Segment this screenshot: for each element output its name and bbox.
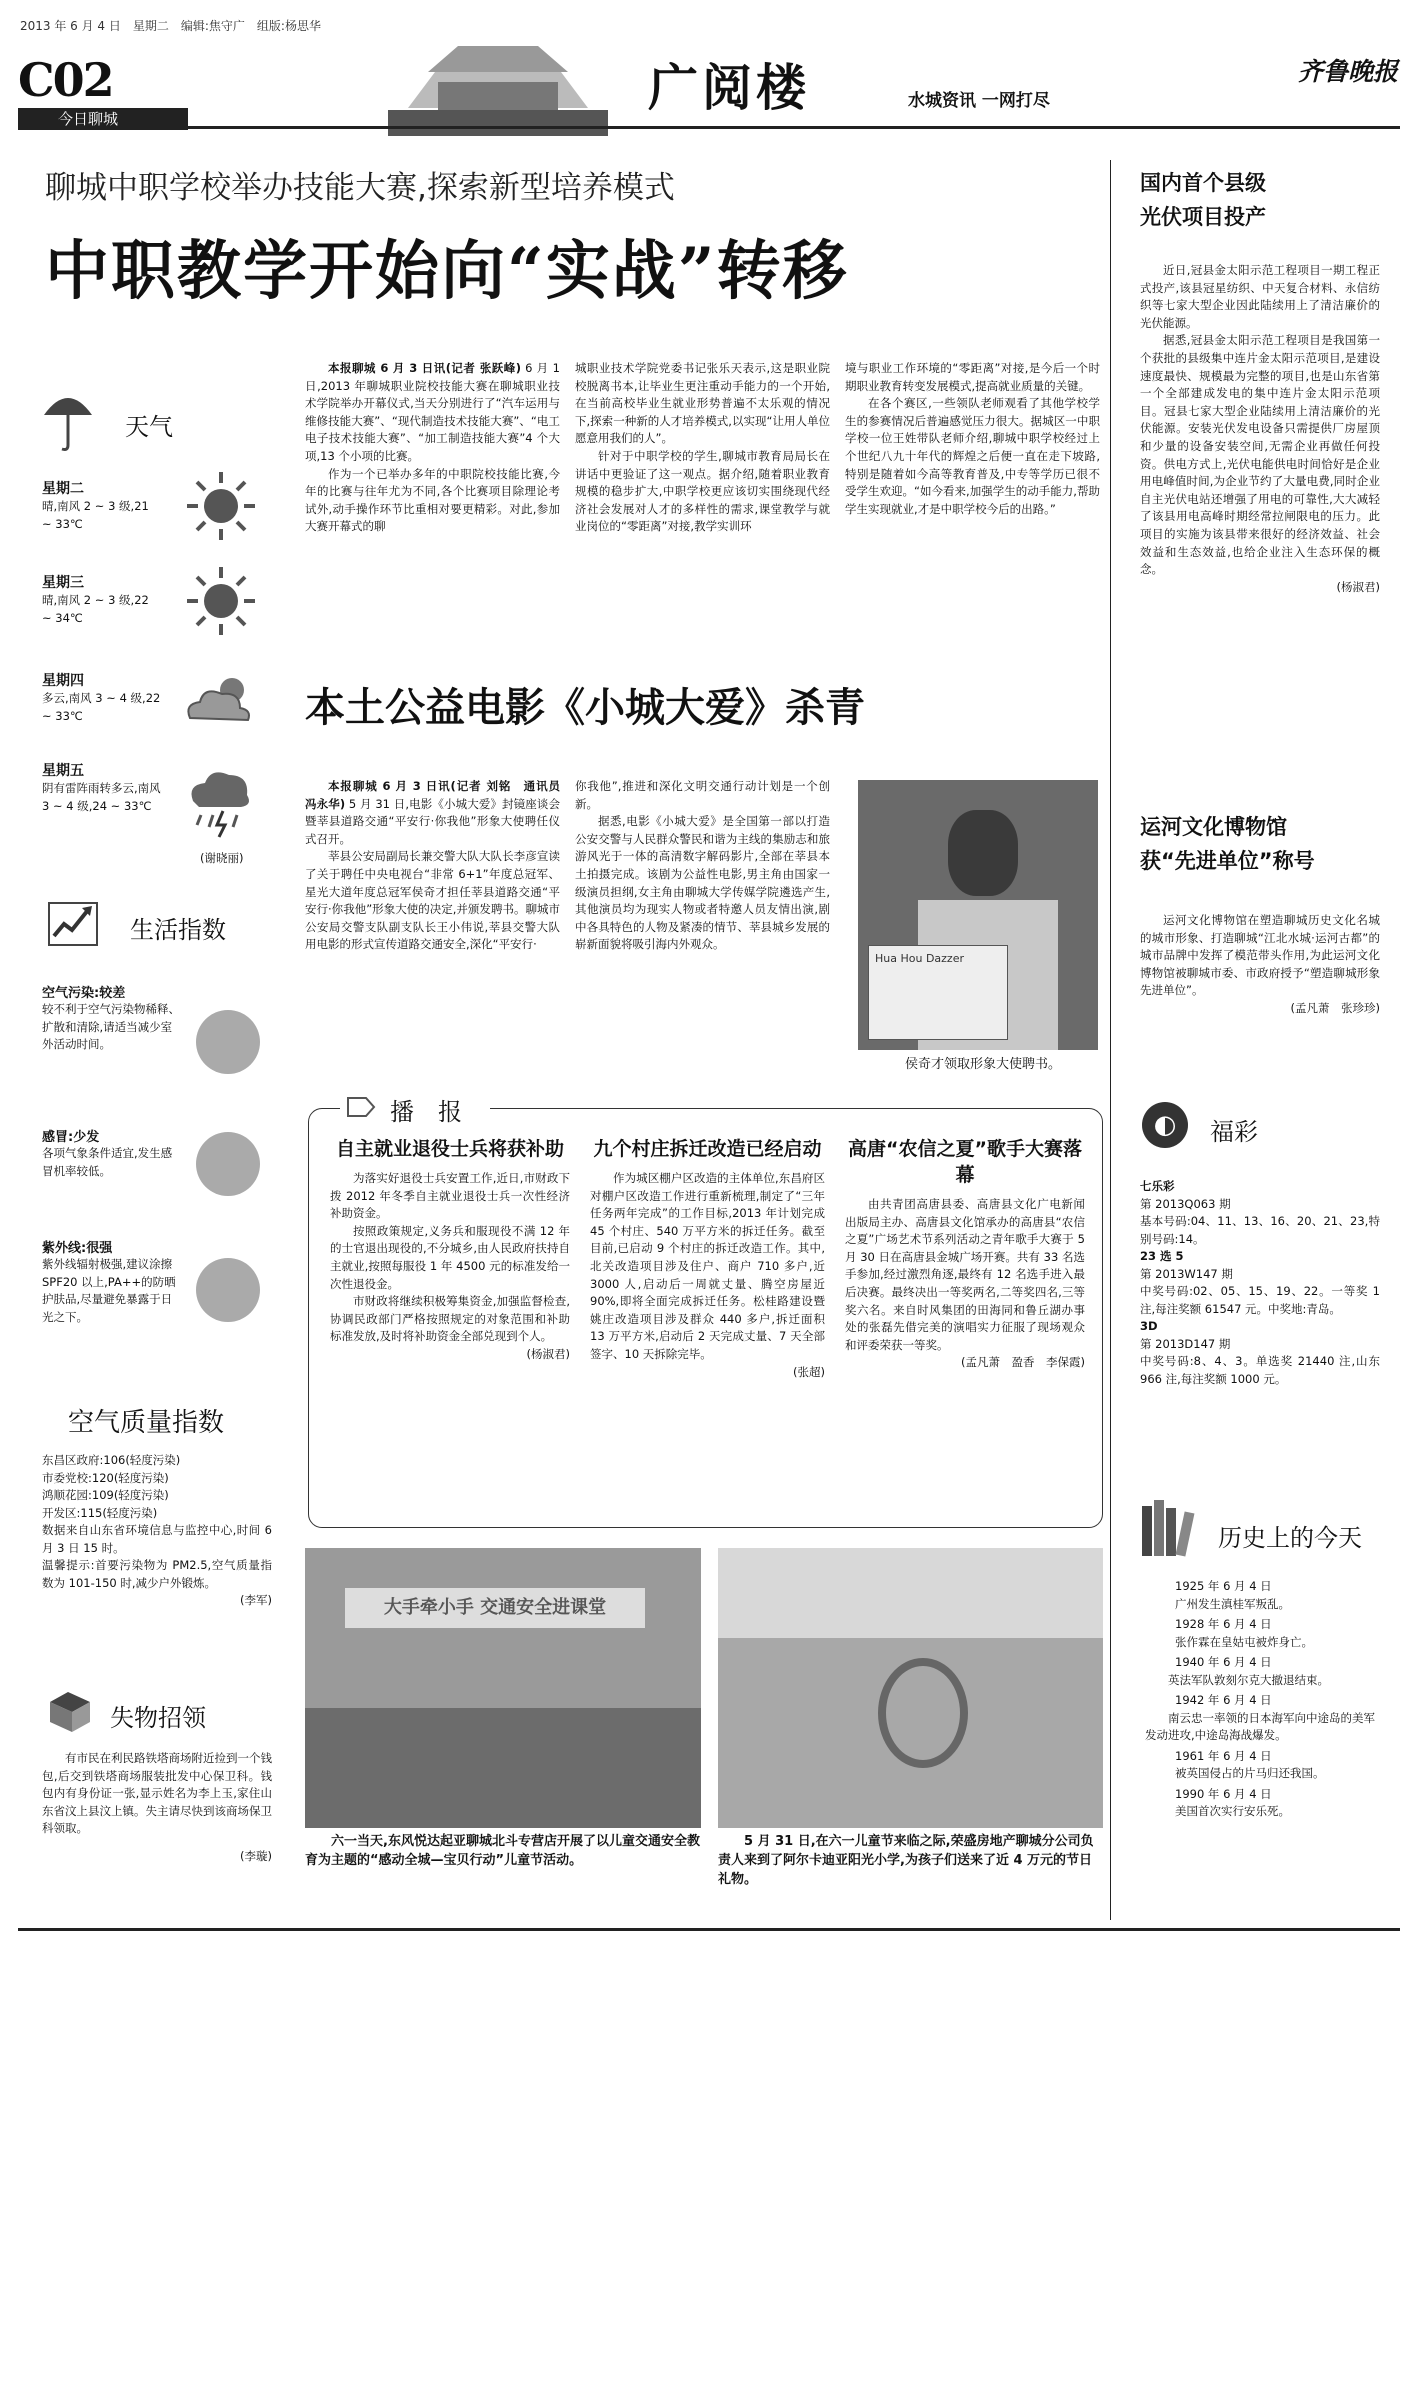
film-headline: 本土公益电影《小城大爱》杀青 — [305, 684, 865, 731]
lead-col3-text: 境与职业工作环境的“零距离”对接,是今后一个时期职业教育转变发展模式,提高就业质量的关键。 — [845, 361, 1100, 393]
broadcast-item-3 — [845, 1136, 1085, 1372]
museum-credit: (孟凡萧 张珍珍) — [1290, 1000, 1380, 1015]
air-station: 开发区:115(轻度污染) — [42, 1505, 158, 1520]
lead-column-2 — [575, 360, 830, 536]
lead-headline: 中职教学开始向“实战”转移 — [45, 234, 849, 309]
event-banner: 大手牵小手 交通安全进课堂 — [345, 1588, 645, 1628]
weather-credit: (谢晓丽) — [200, 851, 244, 865]
donation-photo — [718, 1548, 1103, 1828]
life-index-text: 紫外线辐射极强,建议涂擦 SPF20 以上,PA++的防晒护肤品,尽量避免暴露于日光之下。 — [42, 1257, 176, 1324]
solar-title-2: 光伏项目投产 — [1140, 205, 1266, 229]
speaker-icon — [346, 1094, 376, 1120]
air-quality-title: 空气质量指数 — [68, 1408, 225, 1438]
certificate — [868, 945, 1008, 1040]
history-event: 美国首次实行安乐死。 — [1175, 1804, 1290, 1818]
right-photo-caption — [718, 1832, 1103, 1889]
tower-illustration — [348, 38, 648, 136]
lost-found-panel — [42, 1750, 272, 1865]
solar-story — [1140, 166, 1380, 234]
air-source: 数据来自山东省环境信息与监控中心,时间 6 月 3 日 15 时。 — [42, 1523, 272, 1555]
broadcast-item-title: 九个村庄拆迁改造已经启动 — [593, 1138, 822, 1160]
broadcast-item-text: 按照政策规定,义务兵和服现役不满 12 年的士官退出现役的,不分城乡,由人民政府扶持自主就业,按照每服役 1 年 4500 元的标准发给一次性退役金。 — [330, 1223, 570, 1291]
broadcast-item-credit: (杨淑君) — [526, 1346, 570, 1361]
weather-day-name: 星期五 — [42, 763, 84, 779]
broadcast-item-1 — [330, 1136, 570, 1364]
history-event: 英法军队敦刻尔克大撤退结束。 — [1168, 1672, 1329, 1687]
life-index-item-2 — [42, 1126, 182, 1180]
life-index-label: 感冒:少发 — [42, 1130, 100, 1145]
umbrella-icon — [40, 385, 96, 455]
air-station: 东昌区政府:106(轻度污染) — [42, 1453, 181, 1467]
solar-text: 近日,冠县金太阳示范工程项目一期工程正式投产,该县冠星纺织、中天复合材料、永信纺织等七家大型企业因此陆续用上了清洁廉价的光伏能源。 — [1140, 263, 1380, 330]
film-byline: 本报聊城 6 月 3 日讯(记者 刘铭 通讯员 冯永华) — [305, 779, 572, 811]
lottery-line: 第 2013W147 期 — [1140, 1266, 1233, 1281]
weather-day-desc: 晴,南风 2 ~ 3 级,21 ~ 33℃ — [42, 499, 149, 531]
history-title: 历史上的今天 — [1218, 1524, 1362, 1552]
uv-icon — [196, 1258, 260, 1322]
life-index-text: 较不利于空气污染物稀释、扩散和清除,请适当减少室外活动时间。 — [42, 1002, 180, 1051]
broadcast-item-text: 市财政将继续积极筹集资金,加强监督检查,协调民政部门严格按照规定的对象范围和补助标准发放,及时将补助资金全部兑现到个人。 — [330, 1294, 570, 1344]
lead-col2-text: 城职业技术学院党委书记张乐天表示,这是职业院校脱离书本,让毕业生更注重动手能力的一个开始,在当前高校毕业生就业形势普遍不太乐观的情况下,探索一种新的人才培养模式,以实现“让用人单位愿意用我们的人”。 — [575, 361, 830, 446]
certificate-text: Hua Hou Dazzer — [875, 952, 964, 965]
museum-title-2: 获“先进单位”称号 — [1140, 849, 1315, 873]
film-col2-text: 你我他”,推进和深化文明交通行动计划是一个创新。 — [575, 779, 830, 811]
weather-day-name: 星期二 — [42, 481, 84, 497]
film-col2b-text: 据悉,电影《小城大爱》是全国第一部以打造公安交警与人民群众警民和谐为主线的集励志和旅游风光于一体的高清数字解码影片,全部在莘县本土拍摄完成。该剧为公益性电影,男主角由国家一级演员担纲,女主角由聊城大学传媒学院遴选产生,其他演员均为现实人物或者特邀人员友情出演,剧中各具特色的人物及紧凑的情节、莘县城乡发展的崭新面貌将吸引海内外观众。 — [575, 814, 830, 952]
broadcast-item-2 — [590, 1136, 825, 1381]
life-index-label: 紫外线:很强 — [42, 1241, 113, 1256]
lottery-line: 中奖号码:02、05、15、19、22。一等奖 1 注,每注奖额 61547 元。中奖地:青岛。 — [1140, 1284, 1380, 1316]
lead-col2b-text: 针对于中职学校的学生,聊城市教育局局长在讲话中更验证了这一观点。据介绍,随着职业教育规模的稳步扩大,中职学校更应该切实围绕现代经济社会发展对人才的多样性的需求,课堂教学与就业岗位的“零距离”对接,教学实训环 — [575, 448, 830, 534]
history-date: 1961 年 6 月 4 日 — [1175, 1748, 1272, 1763]
left-photo-caption-text: 六一当天,东风悦达起亚聊城北斗专营店开展了以儿童交通安全教育为主题的“感动全城—宝贝行动”儿童节活动。 — [305, 1834, 700, 1868]
weather-day-desc: 多云,南风 3 ~ 4 级,22 ~ 33℃ — [42, 691, 161, 723]
solar-body — [1140, 262, 1380, 596]
lottery-line: 中奖号码:8、4、3。单选奖 21440 注,山东 966 注,每注奖额 1000 元。 — [1140, 1354, 1380, 1386]
lottery-panel — [1140, 1178, 1380, 1388]
date-line: 2013 年 6 月 4 日 星期二 编辑:焦守广 组版:杨思华 — [20, 19, 321, 33]
solar-title-1: 国内首个县级 — [1140, 171, 1266, 195]
broadcast-item-text: 作为城区棚户区改造的主体单位,东昌府区对棚户区改造工作进行重新梳理,制定了“三年任务两年完成”的工作目标,2013 年计划完成 45 个村庄、540 万平方米的拆迁任务。截至目前,已启动 9 个村庄的拆迁改造工作。其中,北关改造项目涉及住户、商户 710 多户,近 3000 人,启动后一周就丈量、腾空房屋近 90%,即将全面完成拆迁任务。松桂路建设暨姚庄改造项目涉及群众 440 多户,拆迁面积 13 万平方米,启动后 2 天完成丈量、7 天全部签字、10 天拆除完毕。 — [590, 1171, 825, 1361]
lead-col1-text: 6 月 1 日,2013 年聊城职业院校技能大赛在聊城职业技术学院举办开幕仪式,当天分别进行了“汽车运用与维修技能大赛”、“现代制造技术技能大赛”、“电工电子技术技能大赛”、“加工制造技能大赛”4 个大项,13 个小项的比赛。 — [305, 361, 560, 463]
weather-day-3 — [42, 670, 162, 725]
solar-text: 据悉,冠县金太阳示范工程项目是我国第一个获批的县级集中连片金太阳示范项目,是建设速度最快、规模最为完整的项目,也是山东省第一个全部建成发电的集中连片金太阳示范项目。冠县七家大型企业陆续用上清洁廉价的光伏能源。安装光伏发电设备只需提供厂房屋顶和少量的设备安装空间,无需企业再做任何投资。供电方式上,光伏电能供电时间恰好是企业用电峰值时间,为企业节约了大量电费,同时企业自主光伏电站还增强了用电的可靠性,大大减轻了该县用电高峰时期经常拉闸限电的压力。此项目的实施为该县带来很好的经济效益、社会效益和生态效益,也给企业注入生态环保的概念。 — [1140, 333, 1380, 577]
lost-found-text: 有市民在利民路铁塔商场附近捡到一个钱包,后交到铁塔商场服装批发中心保卫科。钱包内有身份证一张,显示姓名为李上玉,家住山东省汶上县汶上镇。失主请尽快到该商场保卫科领取。 — [42, 1751, 272, 1835]
lead-col3b-text: 在各个赛区,一些领队老师观看了其他学校学生的参赛情况后普遍感觉压力很大。据城区一中职学校一位王姓带队老师介绍,聊城中职学校经过上个世纪八九十年代的辉煌之后便一直在走下坡路,特别是随着如今高等教育普及,中专等学历已很不受学生欢迎。“如今看来,加强学生的动手能力,帮助学生实现就业,才是中职学校今后的出路。” — [845, 396, 1100, 516]
lead-byline: 本报聊城 6 月 3 日讯(记者 张跃峰) — [328, 361, 521, 375]
thunderstorm-icon — [185, 765, 255, 840]
broadcast-title: 播 报 — [390, 1098, 462, 1126]
right-photo-caption-text: 5 月 31 日,在六一儿童节来临之际,荣盛房地产聊城分公司负责人来到了阿尔卡迪亚阳光小学,为孩子们送来了近 4 万元的节日礼物。 — [718, 1834, 1094, 1887]
lead-col1b-text: 作为一个已举办多年的中职院校技能比赛,今年的比赛与往年尤为不同,各个比赛项目除理论考试外,动手操作环节比重相对要更精彩。对此,参加大赛开幕式的聊 — [305, 466, 560, 534]
history-date: 1928 年 6 月 4 日 — [1175, 1617, 1272, 1631]
lottery-line: 第 2013Q063 期 — [1140, 1196, 1231, 1211]
bottom-rule — [18, 1928, 1400, 1931]
museum-story — [1140, 810, 1380, 878]
history-event: 被英国侵占的片马归还我国。 — [1175, 1766, 1325, 1780]
lottery-line: 3D — [1140, 1319, 1158, 1333]
weather-day-1 — [42, 478, 162, 533]
ambassador-photo — [858, 780, 1098, 1050]
puzzle-icon — [46, 1688, 94, 1736]
weather-day-desc: 阴有雷阵雨转多云,南风 3 ~ 4 级,24 ~ 33℃ — [42, 781, 161, 813]
air-station: 鸿顺花园:109(轻度污染) — [42, 1488, 169, 1502]
film-column-1 — [305, 778, 572, 954]
weather-day-4 — [42, 760, 162, 815]
weather-day-2 — [42, 572, 162, 627]
life-index-text: 各项气象条件适宜,发生感冒机率较低。 — [42, 1146, 173, 1178]
broadcast-item-credit: (孟凡萧 盈香 李保霞) — [961, 1355, 1085, 1370]
column-divider — [1110, 160, 1111, 1920]
film-column-2 — [575, 778, 830, 954]
lottery-line: 23 选 5 — [1140, 1249, 1184, 1263]
history-date: 1925 年 6 月 4 日 — [1175, 1579, 1272, 1593]
lottery-title: 福彩 — [1210, 1118, 1258, 1146]
broadcast-item-text: 为落实好退役士兵安置工作,近日,市财政下拨 2012 年冬季自主就业退役士兵一次性经济补助资金。 — [330, 1171, 570, 1221]
air-station: 市委党校:120(轻度污染) — [42, 1470, 169, 1485]
air-quality-panel — [42, 1452, 272, 1610]
masthead — [18, 38, 1400, 136]
history-date: 1940 年 6 月 4 日 — [1175, 1655, 1272, 1669]
life-index-item-1 — [42, 982, 182, 1054]
history-list — [1145, 1578, 1380, 1821]
left-photo-caption — [305, 1832, 701, 1870]
weather-day-name: 星期三 — [42, 575, 84, 591]
lead-column-3 — [845, 360, 1100, 518]
page-number: C02 — [18, 53, 113, 107]
lottery-logo-icon: ◐ — [1142, 1102, 1188, 1148]
museum-body — [1140, 912, 1380, 1018]
lead-kicker: 聊城中职学校举办技能大赛,探索新型培养模式 — [45, 170, 675, 206]
section-tab: 今日聊城 — [18, 108, 188, 130]
section-slogan: 水城资讯 一网打尽 — [908, 91, 1050, 111]
section-title: 广阅楼 — [648, 58, 810, 117]
air-tip: 温馨提示:首要污染物为 PM2.5,空气质量指数为 101-150 时,减少户外锻炼。 — [42, 1558, 272, 1590]
children-event-photo — [305, 1548, 701, 1828]
solar-credit: (杨淑君) — [1336, 579, 1380, 594]
museum-text: 运河文化博物馆在塑造聊城历史文化名城的城市形象、打造聊城“江北水城·运河古都”的城市品牌中发挥了模范带头作用,为此运河文化博物馆被聊城市委、市政府授予“塑造聊城形象先进单位”。 — [1140, 913, 1380, 998]
lost-found-credit: (李璇) — [240, 1848, 272, 1863]
lead-column-1 — [305, 360, 560, 536]
broadcast-item-credit: (张超) — [793, 1364, 825, 1379]
paper-logo: 齐鲁晚报 — [1297, 57, 1398, 86]
film-col1b-text: 莘县公安局副局长兼交警大队大队长李彦宣读了关于聘任中央电视台“非常 6+1”年度总冠军、星光大道年度总冠军侯奇才担任莘县道路交通“平安行·你我他”形象大使的决定,并颁发聘书。聊城市公安局交警支队副支队长王小伟说,莘县交警大队用电影的形式宣传道路交通安全,深化“平安行· — [305, 849, 560, 952]
history-date: 1942 年 6 月 4 日 — [1175, 1693, 1272, 1707]
lost-found-title: 失物招领 — [110, 1704, 206, 1732]
lottery-line: 基本号码:04、11、13、16、20、21、23,特别号码:14。 — [1140, 1214, 1380, 1246]
chart-trend-icon — [48, 902, 98, 946]
air-credit: (李军) — [240, 1593, 272, 1607]
life-index-item-3 — [42, 1237, 182, 1326]
history-date: 1990 年 6 月 4 日 — [1175, 1786, 1272, 1801]
sun-icon — [185, 470, 257, 542]
history-event: 南云忠一率领的日本海军向中途岛的美军发动进攻,中途岛海战爆发。 — [1145, 1710, 1375, 1742]
cloud-icon — [180, 668, 260, 728]
weather-title: 天气 — [125, 413, 173, 441]
broadcast-item-title: 自主就业退役士兵将获补助 — [335, 1138, 564, 1160]
life-index-label: 空气污染:较差 — [42, 986, 126, 1001]
mask-icon — [196, 1010, 260, 1074]
film-photo-caption: 侯奇才领取形象大使聘书。 — [905, 1057, 1062, 1072]
weather-day-name: 星期四 — [42, 673, 84, 689]
weather-day-desc: 晴,南风 2 ~ 3 级,22 ~ 34℃ — [42, 593, 149, 625]
lottery-line: 七乐彩 — [1140, 1179, 1175, 1193]
history-event: 广州发生滇桂军叛乱。 — [1175, 1596, 1290, 1611]
film-col1-text: 5 月 31 日,电影《小城大爱》封镜座谈会暨莘县道路交通“平安行·你我他”形象大使聘任仪式召开。 — [305, 796, 561, 846]
museum-title-1: 运河文化博物馆 — [1140, 815, 1287, 839]
sun-icon — [185, 565, 257, 637]
history-event: 张作霖在皇姑屯被炸身亡。 — [1175, 1634, 1313, 1649]
broadcast-item-title: 高唐“农信之夏”歌手大赛落幕 — [848, 1138, 1082, 1186]
broadcast-item-text: 由共青团高唐县委、高唐县文化广电新闻出版局主办、高唐县文化馆承办的高唐县“农信之夏”广场艺术节系列活动之青年歌手大赛于 5 月 30 日在高唐县金城广场开赛。共有 33 名选手参加,经过激烈角逐,最终有 12 名选手进入最后决赛。最终决出一等奖两名,二等奖四名,三等奖六名。来自时风集团的田海同和鲁丘湖办事处的张磊先借完美的演唱实力征服了现场观众和评委荣获一等奖。 — [845, 1197, 1085, 1352]
lottery-line: 第 2013D147 期 — [1140, 1336, 1231, 1351]
sneeze-icon — [196, 1132, 260, 1196]
books-icon — [1140, 1498, 1204, 1558]
life-index-title: 生活指数 — [130, 916, 226, 944]
masthead-rule — [188, 126, 1400, 129]
